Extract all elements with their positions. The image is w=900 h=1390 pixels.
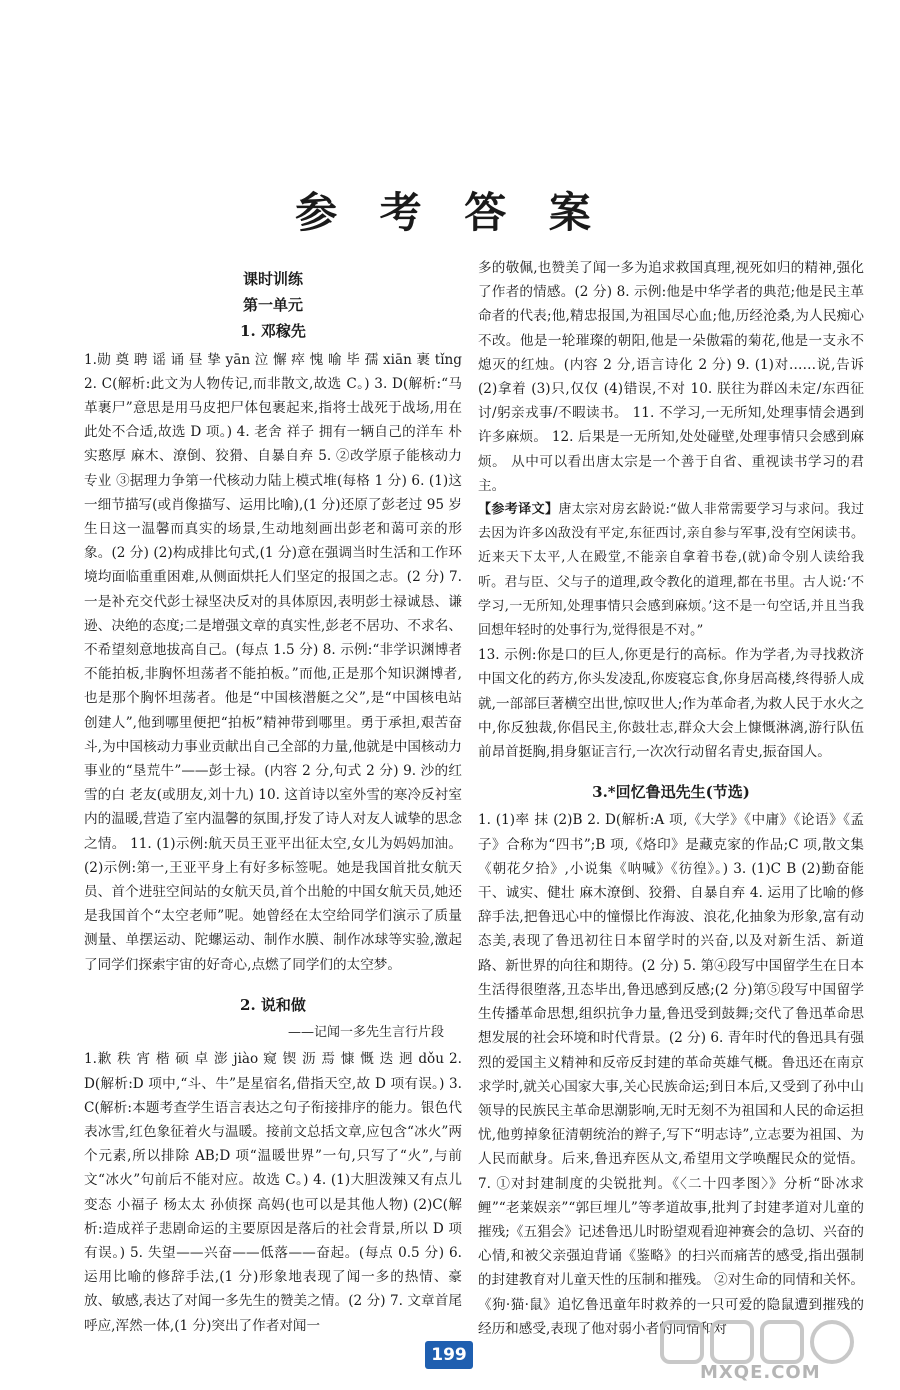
translation-label: 【参考译文】 — [478, 502, 559, 518]
lesson-2-title: 2. 说和做 — [240, 995, 306, 1014]
lesson-2-subtitle: ——记闻一多先生言行片段 — [287, 1025, 444, 1041]
lesson-3-answers: 1. (1)率 抹 (2)B 2. D(解析:A 项,《大学》《中庸》《论语》《孟子》合称为“四书”;B 项,《烙印》是藏克家的作品;C 项,散文集《朝花夕拾》,小说集《呐喊》《彷徨》。) 3. (1)C B (2)勤奋能干、诚实、健壮 麻木潦倒、狡猾、自暴自弃 4. 运用了比喻的修辞手法,把鲁迅心中的憧憬比作海波、浪花,化抽象为形象,富有动态美,表现了鲁迅初往日本留学时的兴奋,以及对新生活、新道路、新世界的向往和期待。(2 分) 5. 第④段写中国留学生在日本生活得很堕落,丑态毕出,鲁迅感到反感;(2 分)第⑤段写中国留学生传播革命思想,组织抗争力量,鲁迅受到鼓舞;交代了鲁迅革命思想发展的社会环境和时代背景。(2 分) 6. 青年时代的鲁迅具有强烈的爱国主义精神和反帝反封建的革命英雄气概。鲁迅还在南京求学时,就关心国家大事,关心民族命运;到日本后,又受到了孙中山领导的民族民主革命思潮影响,无时无刻不为祖国和人民的命运担忧,他剪掉象征清朝统治的辫子,写下“明志诗”,立志要为祖国、为人民而献身。后来,鲁迅弃医从文,希望用文学唤醒民众的觉悟。 7. ①对封建制度的尖锐批判。《〈二十四孝图〉》分析“卧冰求鲤”“老莱娱亲”“郭巨埋儿”等孝道故事,批判了封建孝道对儿童的摧残;《五猖会》记述鲁迅儿时盼望观看迎神赛会的急切、兴奋的心情,和被父亲强迫背诵《鉴略》的扫兴而痛苦的感受,指出强制的封建教育对儿童天性的压制和摧残。 ②对生命的同情和关怀。《狗·猫·鼠》追忆鲁迅童年时救养的一只可爱的隐鼠遭到摧残的经历和感受,表现了他对弱小者的同情和对 — [478, 812, 864, 1337]
page-title: 参 考 答 案 — [295, 188, 605, 237]
translation-text: 唐太宗对房玄龄说:“做人非常需要学习与求问。我过去因为许多凶敌没有平定,东征西讨,亲自参与军事,没有空闲读书。近来天下太平,人在殿堂,不能亲自拿着书卷,(就)命令别人读给我听。君与臣、父与子的道理,政令教化的道理,都在书里。古人说:‘不学习,一无所知,处理事情只会感到麻烦。’这不是一句空话,并且当我回想年轻时的处事行为,觉得很是不对。” — [478, 502, 864, 639]
lesson-1-title: 1. 邓稼先 — [240, 322, 306, 341]
lesson-2-answers: 1.歉 秩 宵 楷 硕 卓 澎 jiào 窥 锲 沥 焉 慷 慨 迭 迥 dǒu 2. D(解析:D 项中,“斗、牛”是星宿名,借指天空,故 D 项有误。) 3. C(解析:本题考查学生语言表达之句子衔接排序的能力。银色代表冰雪,红色象征着火与温暖。接前文总括文章,应包含“冰火”两个元素,所以排除 AB;D 项“温暖世界”一句,只写了“火”,与前文“冰火”句前后不能对应。故选 C。) 4. (1)大胆泼辣又有点儿变态 小福子 杨太太 孙侦探 高妈(也可以是其他人物) (2)C(解析:造成祥子悲剧命运的主要原因是落后的社会背景,所以 D 项有误。) 5. 失望——兴奋——低落——奋起。(每点 0.5 分) 6. 运用比喻的修辞手法,(1 分)形象地表现了闻一多的热情、豪放、敏感,表达了对闻一多先生的赞美之情。(2 分) 7. 文章首尾呼应,浑然一体,(1 分)突出了作者对闻一 — [84, 1051, 462, 1334]
section-heading: 课时训练 — [242, 270, 303, 288]
left-column — [84, 265, 462, 1338]
right-column — [478, 256, 864, 1341]
page-number: 199 — [425, 1341, 473, 1369]
lesson-2-answers-continued: 多的敬佩,也赞美了闻一多为追求救国真理,视死如归的精神,强化了作者的情感。(2 分) 8. 示例:他是中华学者的典范;他是民主革命者的代表;他,精忠报国,为祖国尽心血;他,历经沧桑,为人民痴心不改。他是一轮璀璨的朝阳,他是一朵傲霜的菊花,他是一支永不熄灭的红烛。(内容 2 分,语言诗化 2 分) 9. (1)对……说,告诉 (2)拿着 (3)只,仅仅 (4)错误,不对 10. 朕往为群凶未定/东西征讨/躬亲戎事/不暇读书。 11. 不学习,一无所知,处理事情会遇到许多麻烦。 12. 后果是一无所知,处处碰壁,处理事情只会感到麻烦。 从中可以看出唐太宗是一个善于自省、重视读书学习的君主。 — [478, 260, 864, 494]
reference-translation — [478, 498, 864, 643]
answer-13: 13. 示例:你是口的巨人,你更是行的高标。作为学者,为寻找救济中国文化的药方,你头发凌乱,你废寝忘食,你身居高楼,终得骄人成就,一部部巨著横空出世,惊叹世人;作为革命者,为救人民于水火之中,你反独裁,你倡民主,你鼓壮志,群众大会上慷慨淋漓,游行队伍前昂首挺胸,捐身躯证言行,一次次行动留名青史,振奋国人。 — [478, 647, 864, 761]
watermark-logo-icon — [660, 1318, 860, 1366]
lesson-3-title: 3.*回忆鲁迅先生(节选) — [592, 783, 750, 802]
watermark-text: MXQE.COM — [700, 1362, 821, 1383]
unit-heading: 第一单元 — [242, 296, 303, 315]
lesson-1-answers: 1.勋 奠 聘 谣 诵 昼 挚 yān 泣 懈 瘁 愧 喻 毕 孺 xiān 裹 tǐng 2. C(解析:此文为人物传记,而非散文,故选 C。) 3. D(解析:“马革裹尸”意思是用马皮把尸体包裹起来,指将士战死于战场,用在此处不合适,故选 D 项。) 4. 老舍 祥子 拥有一辆自己的洋车 朴实憨厚 麻木、潦倒、狡猾、自暴自弃 5. ②改学原子能核动力专业 ③据理力争第一代核动力陆上模式堆(每格 1 分) 6. (1)这一细节描写(或肖像描写、运用比喻),(1 分)还原了彭老过 95 岁生日这一温馨而真实的场景,生动地刻画出彭老和蔼可亲的形象。(2 分) (2)构成排比句式,(1 分)意在强调当时生活和工作环境均面临重重困难,从侧面烘托人们坚定的报国之志。(2 分) 7. 一是补充交代彭士禄坚决反对的具体原因,表明彭士禄诚恳、谦逊、决绝的态度;二是增强文章的真实性,彭老不居功、不求名、不希望刻意地拔高自己。(每点 1.5 分) 8. 示例:“非学识渊博者不能拍板,非胸怀坦荡者不能拍板。”而他,正是那个知识渊博者,也是那个胸怀坦荡者。他是“中国核潜艇之父”,是“中国核电站创建人”,他到哪里便把“拍板”精神带到哪里。勇于承担,艰苦奋斗,为中国核动力事业贡献出自己全部的力量,他就是中国核动力事业的“垦荒牛”——彭士禄。(内容 2 分,句式 2 分) 9. 沙的红 雪的白 老友(或朋友,刘十九) 10. 这首诗以室外雪的寒冷反衬室内的温暖,营造了室内温馨的氛围,抒发了诗人对友人诚挚的思念之情。 11. (1)示例:航天员王亚平出征太空,女儿为妈妈加油。 (2)示例:第一,王亚平身上有好多标签呢。她是我国首批女航天员、首个进驻空间站的女航天员,首个出舱的中国女航天员,她还是我国首个“太空老师”呢。她曾经在太空给同学们演示了质量测量、单摆运动、陀螺运动、制作水膜、制作冰球等实验,激起了同学们探索宇宙的好奇心,点燃了同学们的太空梦。 — [84, 351, 462, 973]
